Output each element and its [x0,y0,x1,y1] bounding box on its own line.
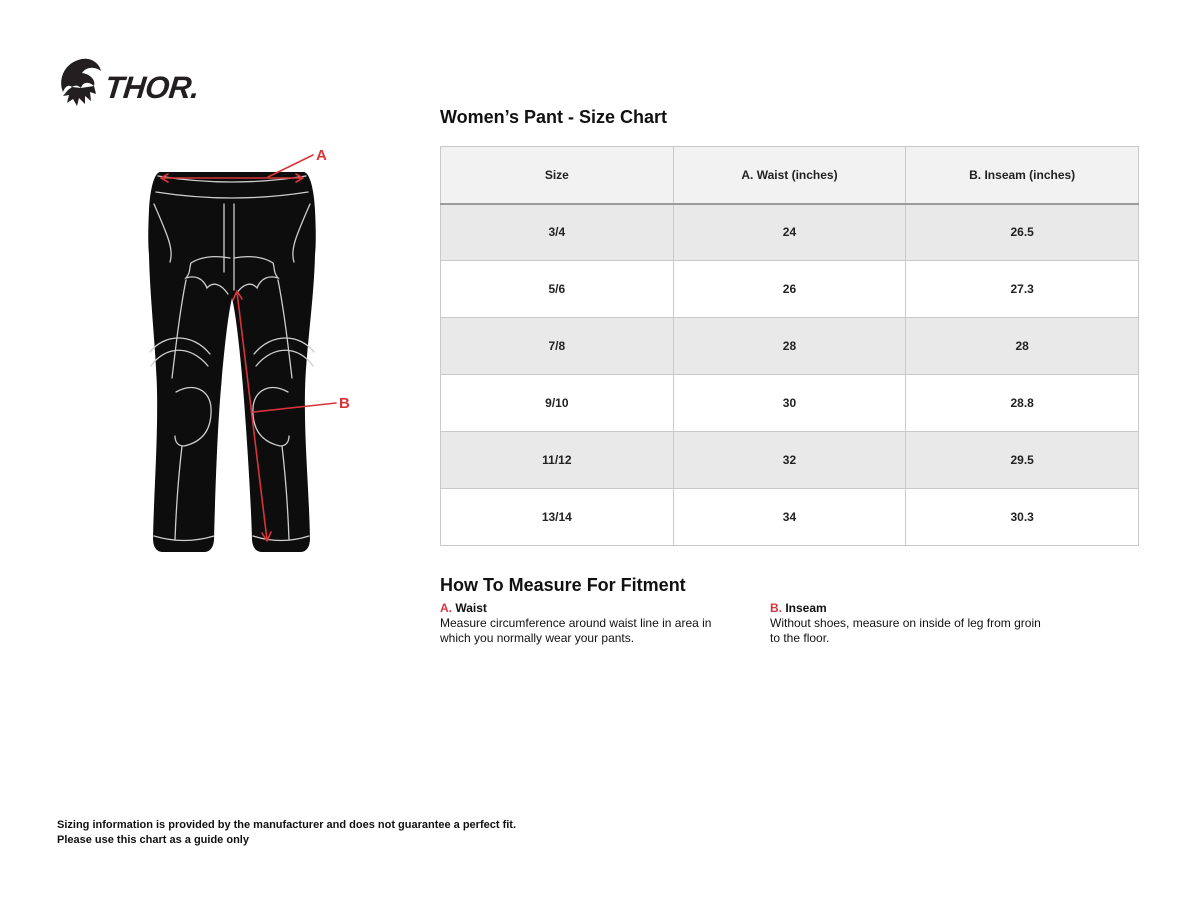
table-cell: 3/4 [441,204,674,261]
measure-desc-waist: Measure circumference around waist line in area in which you normally wear your pants. [440,616,712,645]
thor-logo [55,56,199,108]
table-row [441,375,1139,432]
measure-item-waist [440,601,732,645]
measure-desc-inseam: Without shoes, measure on inside of leg from groin to the floor. [770,616,1041,645]
table-row [441,204,1139,261]
table-cell: 26 [673,261,906,318]
page-title: Women’s Pant - Size Chart [440,107,668,127]
column-header-inseam: B. Inseam (inches) [906,147,1139,204]
table-cell: 24 [673,204,906,261]
measure-label-waist [440,601,732,615]
footer-line-1: Sizing information is provided by the manufacturer and does not guarantee a perfect fit. [57,819,517,831]
measure-key-a: A. [440,601,452,615]
measure-item-inseam [770,601,1048,645]
size-chart-body [441,204,1139,546]
table-cell: 13/14 [441,489,674,546]
table-cell: 27.3 [906,261,1139,318]
label-a: A [316,147,327,164]
measure-heading: How To Measure For Fitment [440,575,686,595]
footer-line-2: Please use this chart as a guide only [57,833,249,846]
thor-ram-icon [55,56,103,108]
column-header-waist: A. Waist (inches) [673,147,906,204]
table-cell: 5/6 [441,261,674,318]
footer-disclaimer [57,818,516,848]
measure-key-b: B. [770,601,782,615]
pants-diagram [120,140,370,570]
waist-measure-arrow [161,155,313,182]
table-cell: 30.3 [906,489,1139,546]
table-cell: 9/10 [441,375,674,432]
table-header-row [441,147,1139,204]
table-cell: 30 [673,375,906,432]
table-cell: 26.5 [906,204,1139,261]
table-row [441,318,1139,375]
table-cell: 7/8 [441,318,674,375]
table-cell: 28 [673,318,906,375]
measure-title-inseam: Inseam [785,601,827,615]
measure-title-waist: Waist [455,601,487,615]
table-cell: 29.5 [906,432,1139,489]
table-cell: 28 [906,318,1139,375]
table-cell: 28.8 [906,375,1139,432]
column-header-size: Size [441,147,674,204]
measure-label-inseam [770,601,1048,615]
label-b: B [339,395,350,412]
table-cell: 32 [673,432,906,489]
table-row [441,489,1139,546]
table-cell: 34 [673,489,906,546]
table-row [441,432,1139,489]
table-row [441,261,1139,318]
table-cell: 11/12 [441,432,674,489]
thor-wordmark: THOR. [103,70,201,105]
size-chart-table [440,146,1139,546]
